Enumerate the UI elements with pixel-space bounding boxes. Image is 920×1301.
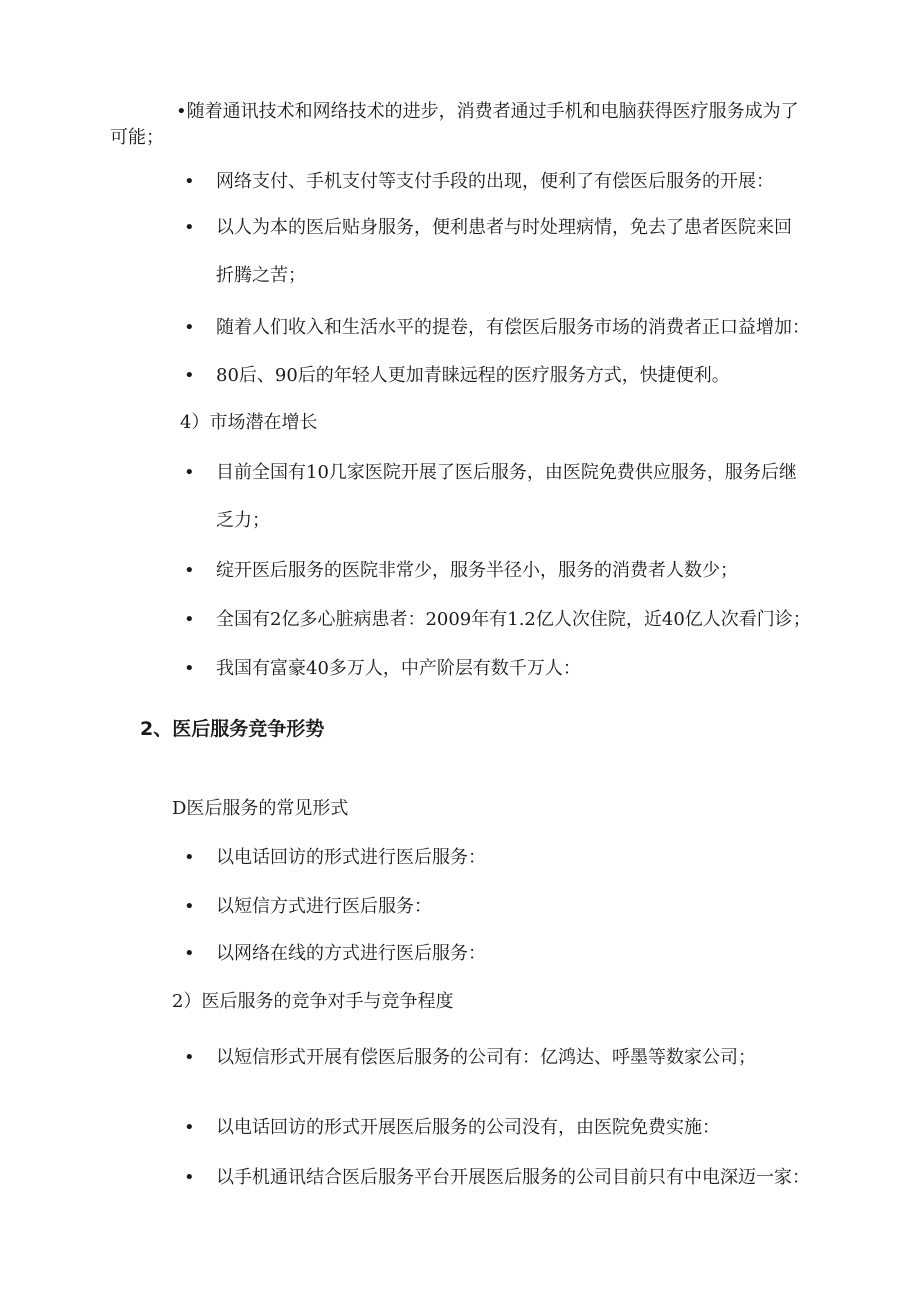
list-item: 网络支付、手机支付等支付手段的出现，便利了有偿医后服务的开展：	[216, 171, 774, 192]
bullet-marker: •	[184, 609, 195, 630]
list-item: 以电话回访的形式开展医后服务的公司没有，由医院免费实施：	[216, 1117, 720, 1138]
list-item: 随着人们收入和生活水平的提卷，有偿医后服务市场的消费者正口益增加：	[216, 317, 810, 338]
list-item: 以人为本的医后贴身服务，便利患者与时处理病情，免去了患者医院来回	[216, 217, 792, 238]
bullet-marker: •	[184, 1047, 195, 1068]
subsection-title: 2）医后服务的竞争对手与竞争程度	[172, 991, 454, 1012]
list-item: 目前全国有10几家医院开展了医后服务，由医院免费供应服务，服务后继	[216, 462, 797, 483]
list-item-continuation: 折腾之苦；	[216, 265, 306, 286]
bullet-marker: •	[184, 217, 195, 238]
bullet-marker: •	[184, 896, 195, 917]
list-item: 以短信形式开展有偿医后服务的公司有：亿鸿达、呼墨等数家公司；	[216, 1047, 756, 1068]
list-item: 我国有富豪40多万人，中产阶层有数千万人：	[216, 658, 581, 679]
list-item: 全国有2亿多心脏病患者：2009年有1.2亿人次住院，近40亿人次看门诊；	[216, 609, 811, 630]
bullet-marker: •	[184, 560, 195, 581]
list-item: 以短信方式进行医后服务：	[216, 896, 432, 917]
intro-line-1: •随着通讯技术和网络技术的进步，消费者通过手机和电脑获得医疗服务成为了	[176, 101, 799, 122]
bullet-marker: •	[184, 943, 195, 964]
list-item: 以手机通讯结合医后服务平台开展医后服务的公司目前只有中电深迈一家：	[216, 1167, 810, 1188]
list-item-continuation: 乏力；	[216, 510, 270, 531]
bullet-marker: •	[184, 462, 195, 483]
list-item: 80后、90后的年轻人更加青睐远程的医疗服务方式，快捷便利。	[216, 365, 730, 386]
list-item: 以网络在线的方式进行医后服务：	[216, 943, 486, 964]
intro-line-2: 可能；	[110, 127, 164, 148]
bullet-marker: •	[184, 171, 195, 192]
bullet-marker: •	[184, 847, 195, 868]
subsection-title: 4）市场潜在增长	[180, 412, 318, 433]
list-item: 绽开医后服务的医院非常少，服务半径小，服务的消费者人数少；	[216, 560, 738, 581]
subsection-title: D医后服务的常见形式	[172, 798, 349, 819]
bullet-marker: •	[184, 658, 195, 679]
bullet-marker: •	[184, 1117, 195, 1138]
section-heading: 2、医后服务竞争形势	[140, 718, 325, 740]
bullet-marker: •	[184, 317, 195, 338]
bullet-marker: •	[184, 1167, 195, 1188]
list-item: 以电话回访的形式进行医后服务：	[216, 847, 486, 868]
bullet-marker: •	[184, 365, 195, 386]
